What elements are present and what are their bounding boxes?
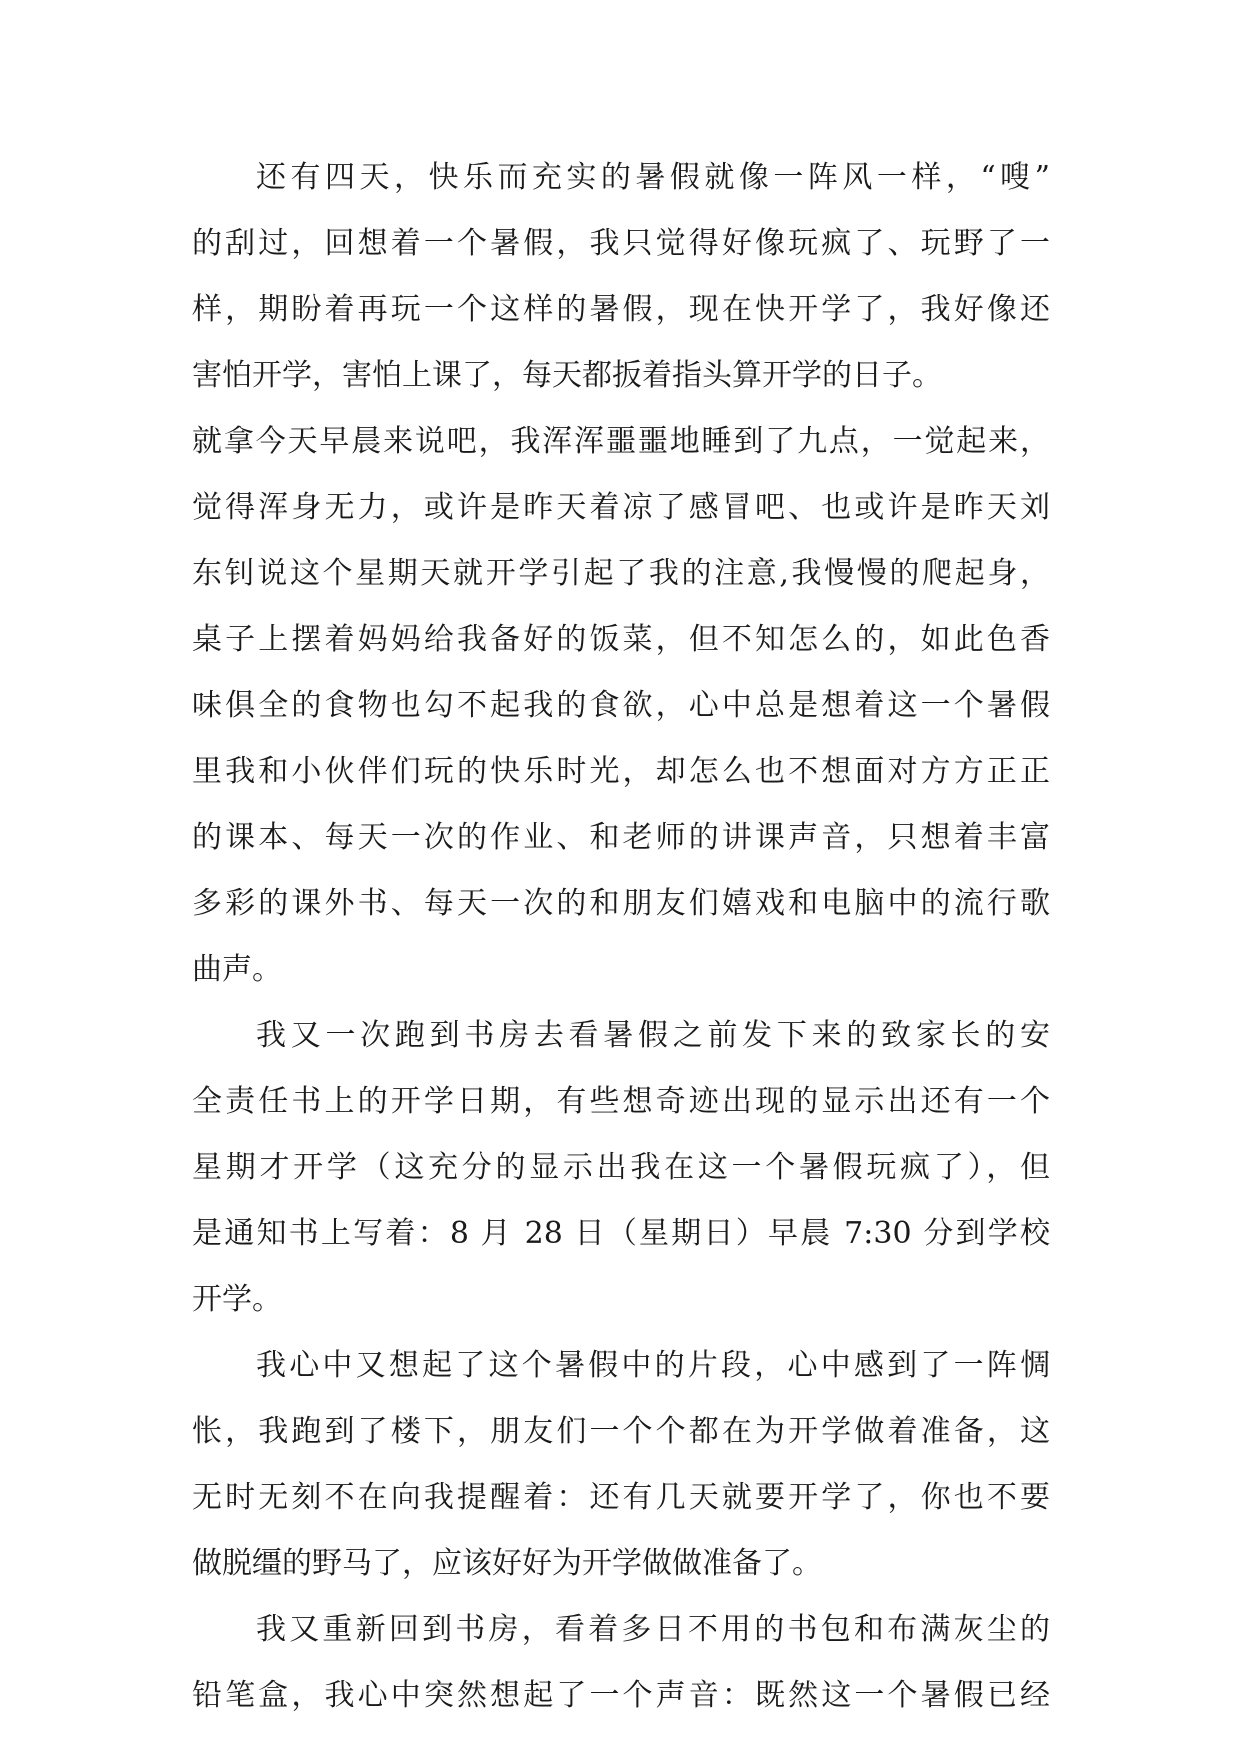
paragraph-line: 里我和小伙伴们玩的快乐时光，却怎么也不想面对方方正正 [192, 754, 1050, 789]
paragraph-line: 我心中又想起了这个暑假中的片段，心中感到了一阵惆 [256, 1348, 1050, 1383]
paragraph-line: 开学。 [192, 1282, 282, 1317]
paragraph-line: 害怕开学，害怕上课了，每天都扳着指头算开学的日子。 [192, 358, 942, 393]
paragraph-1 [192, 158, 1050, 1016]
paragraph-line: 星期才开学（这充分的显示出我在这一个暑假玩疯了），但 [192, 1150, 1050, 1185]
paragraph-line: 我又重新回到书房，看着多日不用的书包和布满灰尘的 [256, 1612, 1050, 1647]
paragraph-line: 多彩的课外书、每天一次的和朋友们嬉戏和电脑中的流行歌 [192, 886, 1050, 921]
paragraph-3 [192, 1346, 1050, 1610]
paragraph-line: 东钊说这个星期天就开学引起了我的注意,我慢慢的爬起身， [192, 556, 1050, 591]
paragraph-2 [192, 1016, 1050, 1346]
paragraph-line: 是通知书上写着：8 月 28 日（星期日）早晨 7:30 分到学校 [192, 1216, 1050, 1251]
paragraph-line: 觉得浑身无力，或许是昨天着凉了感冒吧、也或许是昨天刘 [192, 490, 1050, 525]
paragraph-line: 铅笔盒，我心中突然想起了一个声音：既然这一个暑假已经 [192, 1678, 1050, 1713]
paragraph-line: 无时无刻不在向我提醒着：还有几天就要开学了，你也不要 [192, 1480, 1050, 1515]
paragraph-line: 桌子上摆着妈妈给我备好的饭菜，但不知怎么的，如此色香 [192, 622, 1050, 657]
paragraph-line: 我又一次跑到书房去看暑假之前发下来的致家长的安 [256, 1018, 1050, 1053]
essay-body [192, 158, 1050, 1742]
paragraph-line: 曲声。 [192, 952, 282, 987]
paragraph-line: 还有四天，快乐而充实的暑假就像一阵风一样，“嗖” [256, 160, 1050, 195]
paragraph-line: 就拿今天早晨来说吧，我浑浑噩噩地睡到了九点，一觉起来， [192, 424, 1050, 459]
paragraph-line: 的课本、每天一次的作业、和老师的讲课声音，只想着丰富 [192, 820, 1050, 855]
paragraph-4 [192, 1610, 1050, 1742]
paragraph-line: 怅，我跑到了楼下，朋友们一个个都在为开学做着准备，这 [192, 1414, 1050, 1449]
paragraph-line: 的刮过，回想着一个暑假，我只觉得好像玩疯了、玩野了一 [192, 226, 1050, 261]
paragraph-line: 样，期盼着再玩一个这样的暑假，现在快开学了，我好像还 [192, 292, 1050, 327]
paragraph-line: 做脱缰的野马了，应该好好为开学做做准备了。 [192, 1546, 822, 1581]
paragraph-line: 全责任书上的开学日期，有些想奇迹出现的显示出还有一个 [192, 1084, 1050, 1119]
paragraph-line: 味俱全的食物也勾不起我的食欲，心中总是想着这一个暑假 [192, 688, 1050, 723]
